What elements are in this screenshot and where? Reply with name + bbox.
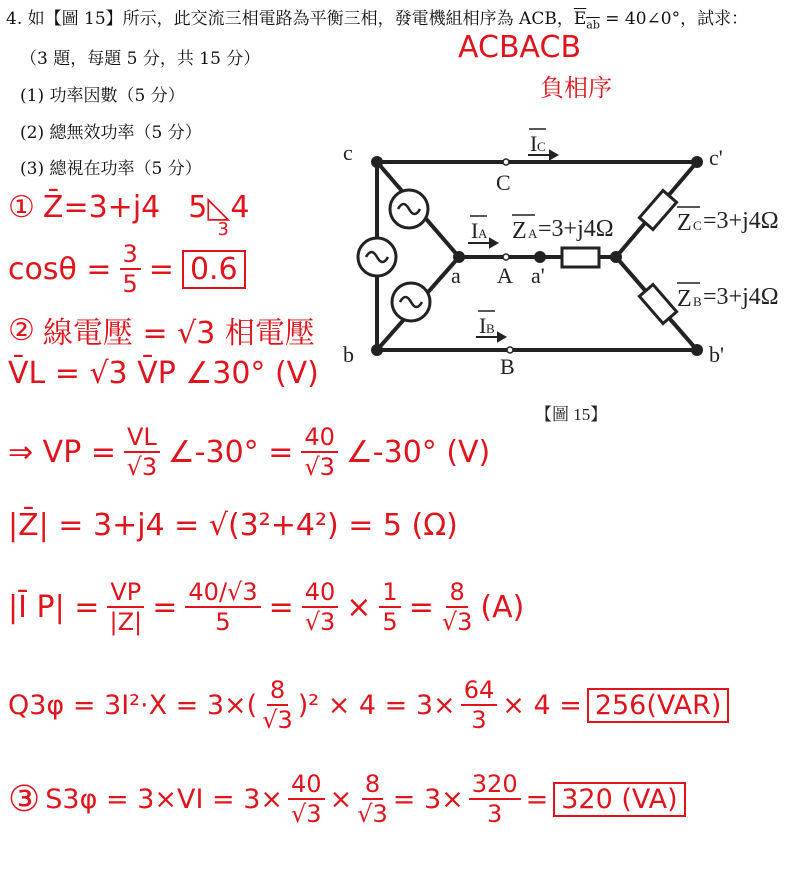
- question-item-1: (1) 功率因數（5 分）: [20, 86, 185, 106]
- question-item-3: (3) 總視在功率（5 分）: [20, 159, 202, 179]
- impedance-zc-symbol: Z: [677, 210, 692, 236]
- hw-line-7: |Ī P| = $\frac{VP}{|Z|}$ = $\frac{40/√3}{5}$ = $\frac{40}{√3}$ × $\frac{1}{5}$ = $\frac{8}{√3}$ (A): [8, 578, 525, 636]
- node-C: C: [496, 170, 511, 195]
- impedance-za-symbol: Z: [512, 218, 527, 244]
- hw-line-2: cosθ = $\frac{3}{5}$ = 0.6: [8, 242, 246, 296]
- answer-box: 320 (VA): [553, 782, 685, 817]
- eab-symbol: $E_{ab}$: [573, 9, 600, 32]
- node-c-prime: c': [709, 145, 723, 170]
- impedance-zb-value: =3+j4Ω: [703, 284, 779, 310]
- current-ic-sub: C: [537, 139, 546, 154]
- hw-line-9: ③ S3φ = 3×VI = 3× $\frac{40}{√3}$ × $\frac{8}{√3}$ = 3× $\frac{320}{3}$ = 320 (VA): [8, 772, 686, 826]
- current-ic-label: I: [530, 131, 538, 156]
- node-a-prime: a': [531, 263, 545, 288]
- scoring-note: （3 題，每題 5 分，共 15 分）: [20, 49, 261, 69]
- impedance-zc-sub: C: [693, 218, 702, 233]
- impedance-zb-symbol: Z: [677, 286, 692, 312]
- current-ib-sub: B: [486, 321, 495, 336]
- node-b: b: [343, 342, 354, 367]
- hw-line-5: ⇒ VP = $\frac{VL}{√3}$ ∠-30° = $\frac{40}{√3}$ ∠-30° (V): [8, 423, 491, 481]
- impedance-za-icon: [562, 248, 599, 267]
- node-a: a: [451, 263, 461, 288]
- eab-value: = 40∠0°，試求：: [599, 9, 749, 29]
- figure-caption: 【圖 15】: [535, 405, 608, 424]
- hw-line-1: ① Z̄=3+j4 5◺4 3: [8, 190, 250, 240]
- hw-sequence-note: ACBACB: [458, 30, 582, 65]
- current-ia-sub: A: [478, 226, 488, 241]
- answer-box: 256(VAR): [587, 688, 730, 723]
- impedance-za-value: =3+j4Ω: [538, 216, 614, 242]
- node-A: A: [497, 263, 513, 288]
- question-prefix: 4. 如【圖 15】所示，此交流三相電路為平衡三相，發電機組相序為 ACB，: [6, 9, 574, 29]
- impedance-zb-sub: B: [693, 294, 702, 309]
- node-b-prime: b': [709, 342, 724, 367]
- impedance-zc-value: =3+j4Ω: [703, 208, 779, 234]
- hw-line-6: |Z̄| = 3+j4 = √(3²+4²) = 5 (Ω): [8, 508, 458, 543]
- node-B: B: [500, 354, 515, 379]
- impedance-za-sub: A: [528, 226, 538, 241]
- hw-line-3: ② 線電壓 = √3 相電壓: [8, 312, 315, 351]
- impedance-zb-icon: [639, 285, 676, 324]
- current-ib-label: I: [479, 313, 487, 338]
- question-item-2: (2) 總無效功率（5 分）: [20, 123, 202, 143]
- hw-line-4: V̄L = √3 V̄P ∠30° (V): [8, 356, 319, 391]
- hw-negative-sequence: 負相序: [540, 74, 612, 102]
- impedance-zc-icon: [639, 191, 676, 230]
- current-ia-label: I: [471, 218, 479, 243]
- answer-box: 0.6: [182, 250, 246, 289]
- node-c: c: [343, 140, 353, 165]
- hw-line-8: Q3φ = 3I²·X = 3×( 8 √3 )² × 4 = 3× $\frac{64}{3}$ × 4 = 256(VAR): [8, 678, 729, 732]
